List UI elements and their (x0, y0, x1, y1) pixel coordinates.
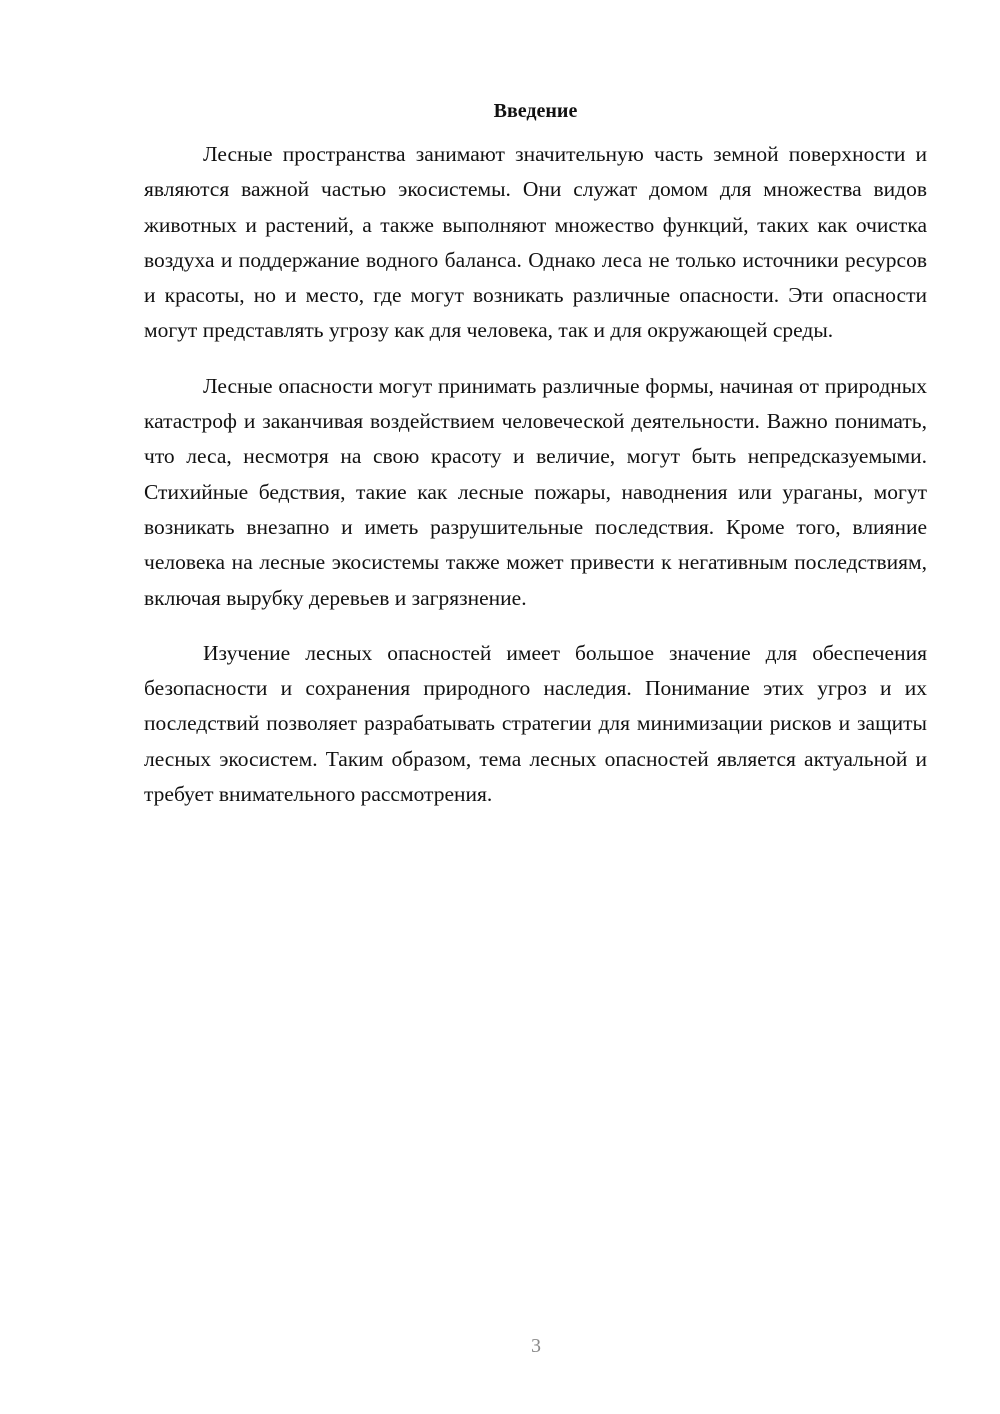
paragraph-3: Изучение лесных опасностей имеет большое значение для обеспечения безопасности и сохранения природного наследия. Понимание этих угроз и их последствий позволяет разрабатывать стратегии для минимизации рисков и защиты лесных экосистем. Таким образом, тема лесных опасностей является актуальной и требует внимательного рассмотрения. (144, 640, 927, 807)
section-heading: Введение (493, 100, 578, 122)
document-body (144, 96, 927, 812)
paragraph-1: Лесные пространства занимают значительную часть земной поверхности и являются важной частью экосистемы. Они служат домом для множества видов животных и растений, а также выполняют множество функций, таких как очистка воздуха и поддержание водного баланса. Однако леса не только источники ресурсов и красоты, но и место, где могут возникать различные опасности. Эти опасности могут представлять угрозу как для человека, так и для окружающей среды. (144, 142, 927, 343)
paragraph-2: Лесные опасности могут принимать различные формы, начиная от природных катастроф и заканчивая воздействием человеческой деятельности. Важно понимать, что леса, несмотря на свою красоту и величие, могут быть непредсказуемыми. Стихийные бедствия, такие как лесные пожары, наводнения или ураганы, могут возникать внезапно и иметь разрушительные последствия. Кроме того, влияние человека на лесные экосистемы также может привести к негативным последствиям, включая вырубку деревьев и загрязнение. (144, 373, 927, 610)
page-number: 3 (531, 1335, 541, 1357)
